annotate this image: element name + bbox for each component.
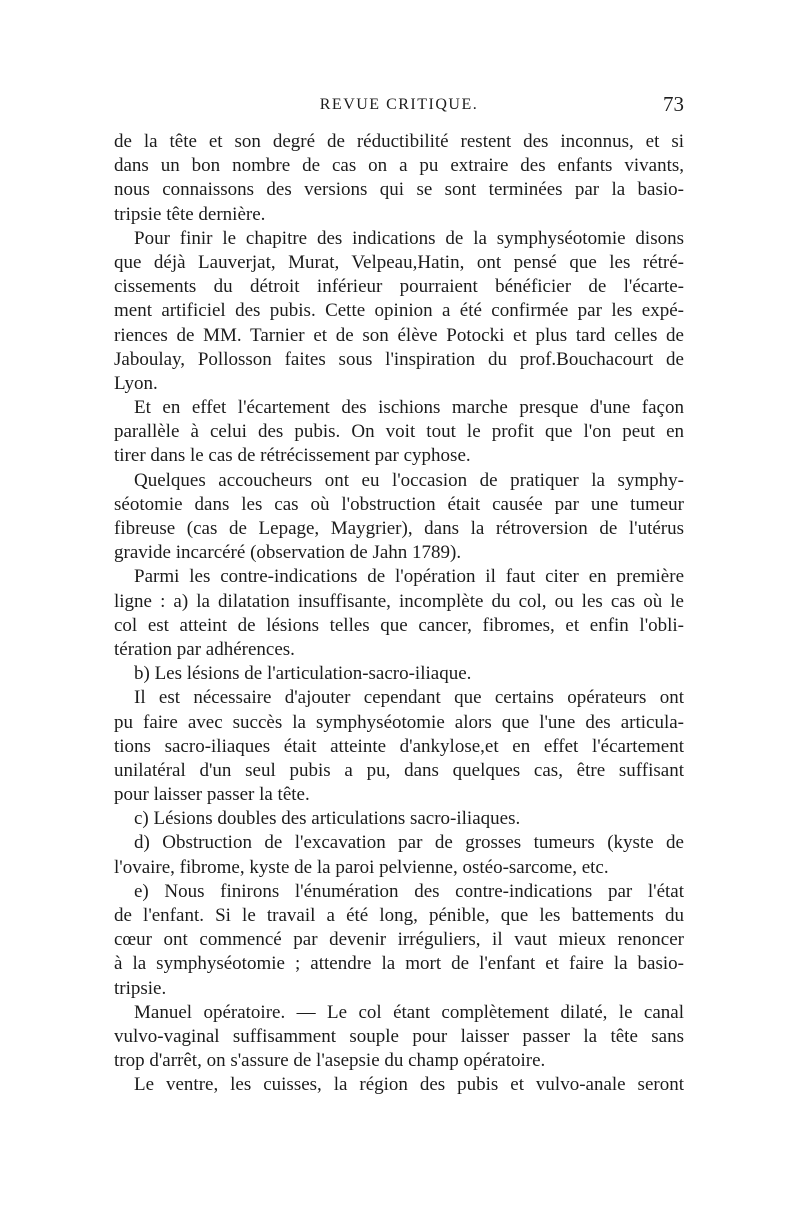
text-line: Quelques accoucheurs ont eu l'occasion de pratiquer la symphy- [134, 469, 684, 491]
text-line: séotomie dans les cas où l'obstruction était causée par une tumeur [114, 493, 684, 515]
text-line: Lyon. [114, 372, 158, 394]
text-line: ligne : a) la dilatation insuffisante, incomplète du col, ou les cas où le [114, 590, 684, 612]
text-line: que déjà Lauverjat, Murat, Velpeau,Hatin, ont pensé que les rétré- [114, 251, 684, 273]
text-line: c) Lésions doubles des articulations sacro-iliaques. [134, 808, 521, 830]
text-line: tripsie tête dernière. [114, 203, 266, 225]
text-line: à la symphyséotomie ; attendre la mort de l'enfant et faire la basio- [114, 953, 684, 975]
text-line: de l'enfant. Si le travail a été long, pénible, que les battements du [114, 905, 684, 926]
text-line: fibreuse (cas de Lepage, Maygrier), dans la rétroversion de l'utérus [114, 518, 684, 539]
text-line: Le ventre, les cuisses, la région des pubis et vulvo-anale seront [134, 1074, 684, 1096]
text-line: col est atteint de lésions telles que cancer, fibromes, et enfin l'obli- [114, 614, 684, 636]
text-line: trop d'arrêt, on s'assure de l'asepsie du champ opératoire. [114, 1050, 546, 1072]
text-line: de la tête et son degré de réductibilité restent des inconnus, et si [114, 131, 684, 152]
text-line: tération par adhérences. [114, 638, 295, 660]
text-line: Pour finir le chapitre des indications de la symphyséotomie disons [134, 227, 684, 249]
text-line: pour laisser passer la tête. [114, 784, 310, 806]
text-line: cissements du détroit inférieur pourraient bénéficier de l'écarte- [114, 276, 684, 298]
text-line: b) Les lésions de l'articulation-sacro-iliaque. [134, 663, 472, 685]
running-title: REVUE CRITIQUE. [319, 96, 479, 113]
text-line: d) Obstruction de l'excavation par de grosses tumeurs (kyste de [134, 832, 684, 854]
text-line: gravide incarcéré (observation de Jahn 1789). [114, 542, 462, 564]
text-line: dans un bon nombre de cas on a pu extraire des enfants vivants, [114, 155, 684, 177]
text-line: tripsie. [114, 977, 167, 999]
text-line: tirer dans le cas de rétrécissement par cyphose. [114, 445, 471, 467]
text-line: Jaboulay, Pollosson faites sous l'inspiration du prof.Bouchacourt de [114, 348, 684, 370]
text-line: vulvo-vaginal suffisamment souple pour laisser passer la tête sans [114, 1025, 684, 1047]
text-line: tions sacro-iliaques était atteinte d'ankylose,et en effet l'écartement [114, 735, 684, 757]
text-line: nous connaissons des versions qui se sont terminées par la basio- [114, 179, 684, 201]
page-header [114, 92, 684, 120]
text-line: unilatéral d'un seul pubis a pu, dans quelques cas, être suffisant [114, 759, 684, 781]
text-line: e) Nous finirons l'énumération des contre-indications par l'état [134, 880, 684, 902]
text-line: Il est nécessaire d'ajouter cependant que certains opérateurs ont [134, 687, 684, 709]
text-line: parallèle à celui des pubis. On voit tout le profit que l'on peut en [114, 421, 684, 443]
text-line: ment artificiel des pubis. Cette opinion a été confirmée par les expé- [114, 300, 684, 322]
page-number: 73 [663, 92, 684, 116]
body-text [114, 130, 684, 1098]
text-line: l'ovaire, fibrome, kyste de la paroi pelvienne, ostéo-sarcome, etc. [114, 856, 609, 878]
text-line: Manuel opératoire. — Le col étant complètement dilaté, le canal [134, 1001, 684, 1023]
text-line: pu faire avec succès la symphyséotomie alors que l'une des articula- [114, 711, 684, 733]
text-line: riences de MM. Tarnier et de son élève Potocki et plus tard celles de [114, 324, 684, 346]
text-line: cœur ont commencé par devenir irréguliers, il vaut mieux renoncer [114, 929, 684, 951]
text-line: Parmi les contre-indications de l'opération il faut citer en première [134, 566, 684, 588]
text-line: Et en effet l'écartement des ischions marche presque d'une façon [134, 397, 684, 419]
